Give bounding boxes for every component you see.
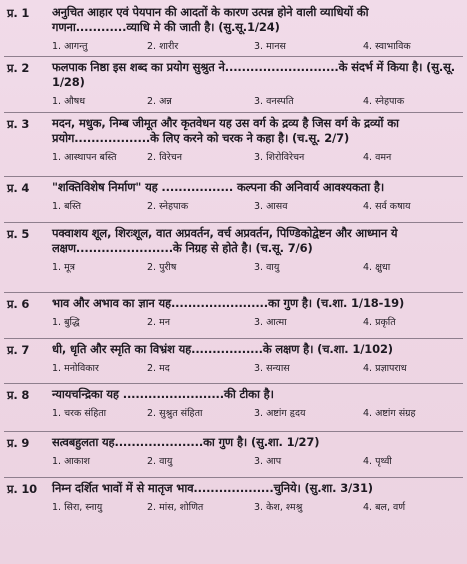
- option-3: 3. आसव: [254, 201, 288, 212]
- option-2: 2. वायु: [147, 456, 173, 467]
- question-number: प्र. 5: [7, 227, 30, 241]
- option-1: 1. बुद्धि: [52, 317, 80, 328]
- option-3: 3. आत्मा: [254, 317, 287, 328]
- question-number: प्र. 10: [7, 482, 37, 496]
- question-text: पक्वाशय शूल, शिरःशूल, वात अप्रवर्तन, वर्च अप्रवर्तन, पिण्डिकोद्वेष्टन और आध्मान ये लक्षण.......................के निग्रह से होते है। (च.सू. 7/6): [52, 226, 398, 255]
- option-2: 2. सुश्रुत संहिता: [147, 408, 203, 419]
- option-3: 3. सन्यास: [254, 363, 290, 374]
- options-row: [52, 90, 463, 112]
- option-2: 2. मद: [147, 363, 170, 374]
- option-2: 2. अन्न: [147, 96, 172, 107]
- option-2: 2. स्नेहपाक: [147, 201, 189, 212]
- question-number: प्र. 7: [7, 343, 30, 357]
- option-3: 3. आप: [254, 456, 282, 467]
- option-1: 1. चरक संहिता: [52, 408, 107, 419]
- question-2: [4, 57, 463, 113]
- question-4: [4, 177, 463, 223]
- question-number: प्र. 3: [7, 117, 30, 131]
- question-text: मदन, मधुक, निम्ब जीमूत और कृतवेधन यह उस वर्ग के द्रव्य है जिस वर्ग के द्रव्यों का प्रयोग..................के लिए करने को चरक ने कहा है। (च.सू. 2/7): [52, 116, 399, 145]
- question-number: प्र. 9: [7, 436, 30, 450]
- question-text: न्यायचन्द्रिका यह ........................की टीका है।: [52, 387, 274, 401]
- options-row: [52, 195, 463, 217]
- question-text: "शक्तिविशेष निर्माण" यह ................. कल्पना की अनिवार्य आवश्यकता है।: [52, 180, 385, 194]
- question-8: [4, 384, 463, 432]
- option-1: 1. मूत्र: [52, 262, 76, 273]
- option-1: 1. बस्ति: [52, 201, 82, 212]
- option-4: 4. वमन: [363, 152, 392, 163]
- option-4: 4. सर्व कषाय: [363, 201, 411, 212]
- option-4: 4. प्रकृति: [363, 317, 396, 328]
- option-1: 1. औषध: [52, 96, 86, 107]
- question-10: [4, 478, 463, 524]
- option-4: 4. प्रज्ञापराध: [363, 363, 407, 374]
- question-text: धी, धृति और स्मृति का विभ्रंश यह.................के लक्षण है। (च.शा. 1/102): [52, 342, 393, 356]
- question-text: निम्न दर्शित भावों में से मातृज भाव...................चुनिये। (सु.शा. 3/31): [52, 481, 373, 495]
- question-number: प्र. 4: [7, 181, 30, 195]
- option-1: 1. मनोविकार: [52, 363, 99, 374]
- option-1: 1. आस्थापन बस्ति: [52, 152, 117, 163]
- question-9: [4, 432, 463, 478]
- option-4: 4. स्नेहपाक: [363, 96, 405, 107]
- question-number: प्र. 1: [7, 6, 30, 20]
- option-3: 3. वनस्पति: [254, 96, 294, 107]
- question-text: फलपाक निष्ठा इस शब्द का प्रयोग सुश्रुत ने...........................के संदर्भ में किया है। (सु.सू. 1/28): [52, 60, 455, 89]
- question-5: [4, 223, 463, 293]
- option-3: 3. वायु: [254, 262, 280, 273]
- option-4: 4. अष्टांग संग्रह: [363, 408, 416, 419]
- option-1: 1. सिरा, स्नायु: [52, 502, 103, 513]
- question-number: प्र. 2: [7, 61, 30, 75]
- option-4: 4. पृथ्वी: [363, 456, 392, 467]
- options-row: [52, 357, 463, 379]
- question-3: [4, 113, 463, 177]
- option-2: 2. मांस, शोणित: [147, 502, 204, 513]
- option-3: 3. शिरोविरेचन: [254, 152, 305, 163]
- question-text: सत्वबहुलता यह.....................का गुण है। (सु.शा. 1/27): [52, 435, 320, 449]
- options-row: [52, 402, 463, 424]
- question-7: [4, 339, 463, 384]
- option-2: 2. पुरीष: [147, 262, 177, 273]
- option-1: 1. आगन्तु: [52, 41, 88, 52]
- option-2: 2. शारीर: [147, 41, 179, 52]
- option-3: 3. मानस: [254, 41, 286, 52]
- option-3: 3. केश, श्मश्रु: [254, 502, 303, 513]
- question-text: भाव और अभाव का ज्ञान यह.......................का गुण है। (च.शा. 1/18-19): [52, 296, 405, 310]
- option-3: 3. अष्टांग हृदय: [254, 408, 306, 419]
- option-2: 2. मन: [147, 317, 171, 328]
- options-row: [52, 311, 463, 333]
- option-2: 2. विरेचन: [147, 152, 183, 163]
- option-4: 4. बल, वर्ण: [363, 502, 406, 513]
- option-4: 4. स्वाभाविक: [363, 41, 411, 52]
- options-row: [52, 146, 463, 168]
- question-6: [4, 293, 463, 339]
- question-number: प्र. 8: [7, 388, 30, 402]
- options-row: [52, 35, 463, 57]
- question-text: अनुचित आहार एवं पेयपान की आदतों के कारण उत्पन्न होने वाली व्याधियों की गणना............व्याधि मे की जाती है। (सु.सू.1/24): [52, 5, 369, 34]
- options-row: [52, 450, 463, 472]
- option-1: 1. आकाश: [52, 456, 91, 467]
- option-4: 4. क्षुधा: [363, 262, 391, 273]
- question-1: [4, 2, 463, 57]
- question-number: प्र. 6: [7, 297, 30, 311]
- options-row: [52, 256, 463, 278]
- options-row: [52, 496, 463, 518]
